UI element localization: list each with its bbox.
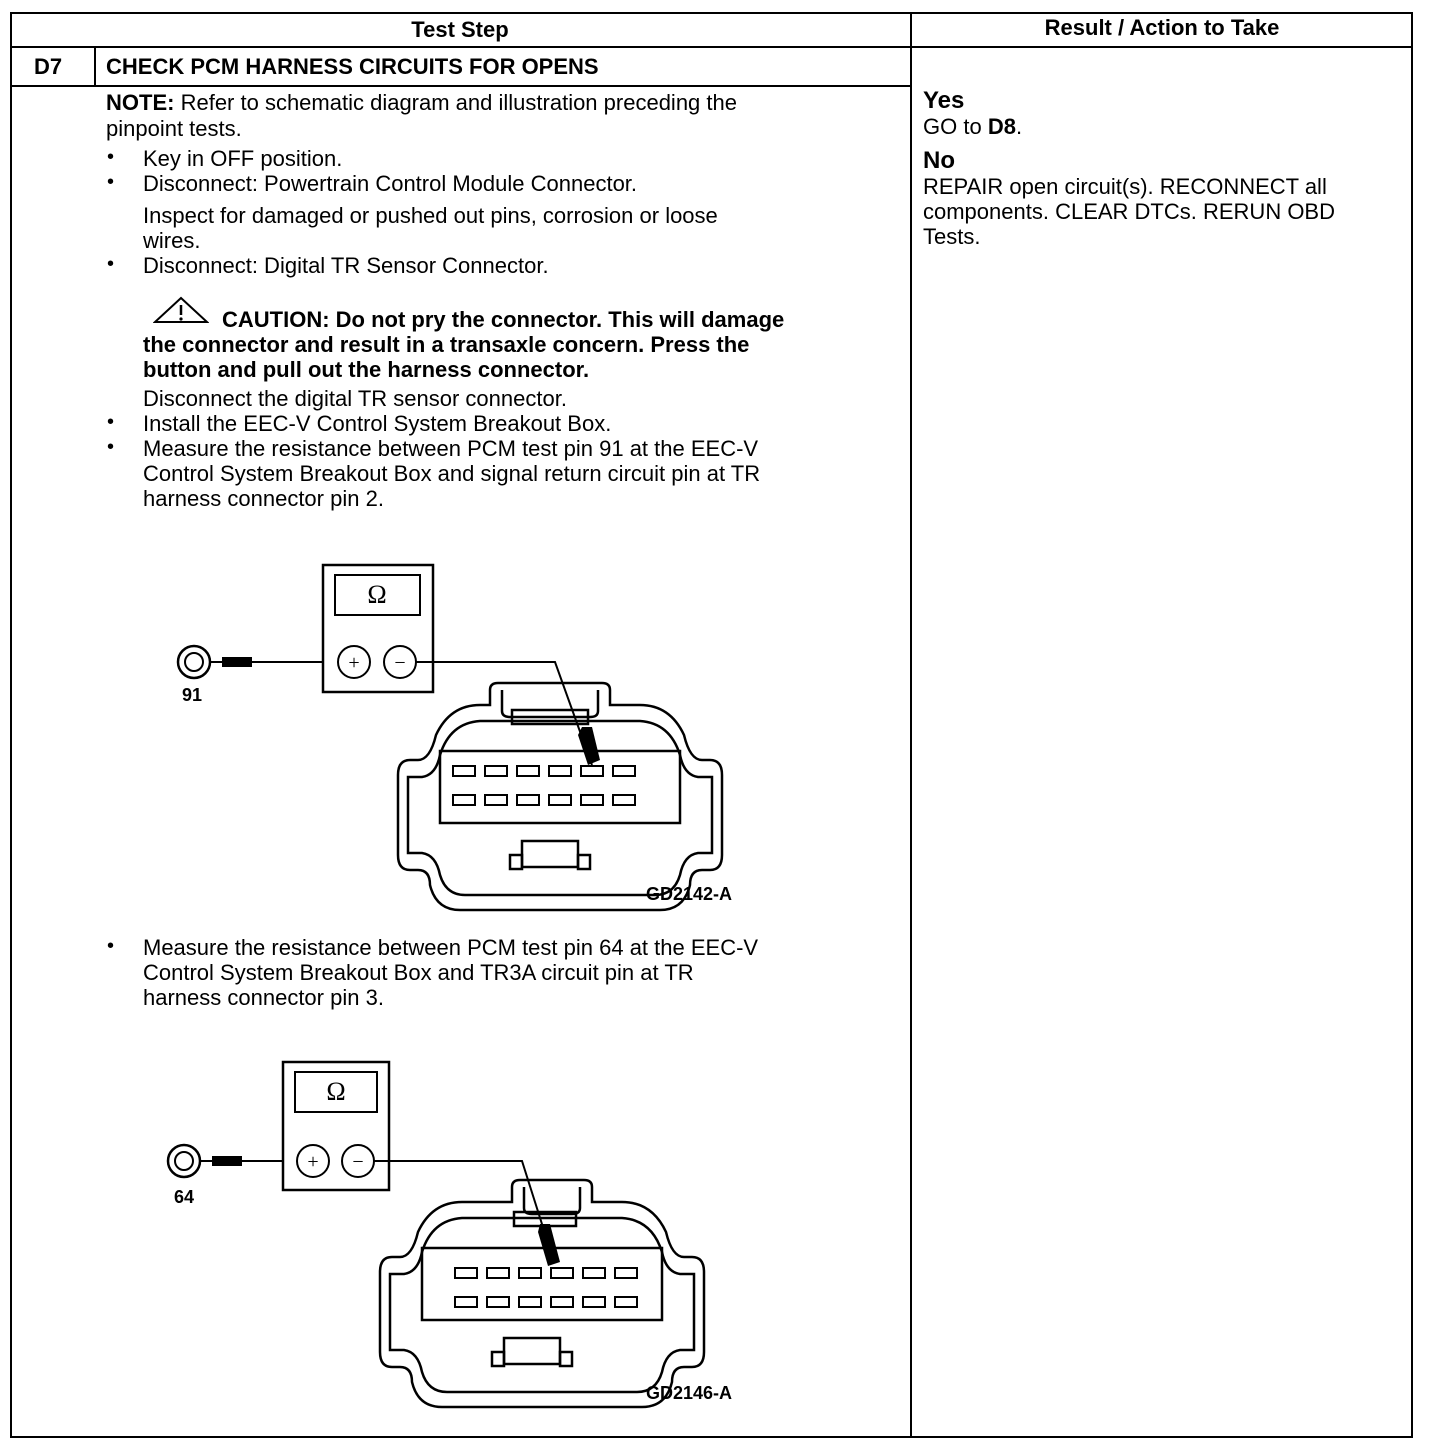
minus-symbol: −	[394, 652, 406, 674]
bullet-disconnect-pcm: Disconnect: Powertrain Control Module Connector.	[143, 171, 638, 196]
disconnect-sensor-line: Disconnect the digital TR sensor connector.	[143, 386, 567, 411]
plus-symbol: +	[307, 1151, 319, 1173]
bullet-dot: •	[107, 253, 115, 275]
probe-tip	[578, 727, 600, 765]
result-no-action-line-3: Tests.	[923, 224, 981, 249]
step-row-divider	[10, 85, 911, 87]
pin-number-label: 91	[182, 685, 203, 705]
figure-code-label: GD2146-A	[646, 1383, 733, 1403]
yes-action-prefix: GO to	[923, 114, 982, 139]
note-text-1: Refer to schematic diagram and illustration preceding the	[180, 90, 737, 115]
result-yes-action	[923, 114, 1022, 139]
header-test-step: Test Step	[411, 17, 509, 42]
bullet-dot: •	[107, 171, 115, 193]
bullet-dot: •	[107, 411, 115, 433]
figure-ohmmeter-pin-91	[160, 555, 760, 915]
note-line-1	[106, 90, 737, 115]
step-id-divider	[94, 46, 96, 86]
bullet-disconnect-tr: Disconnect: Digital TR Sensor Connector.	[143, 253, 549, 278]
tr-harness-connector	[398, 683, 722, 910]
plus-symbol: +	[348, 652, 360, 674]
bullet-measure-64-line-1: Measure the resistance between PCM test pin 64 at the EEC-V	[143, 935, 759, 960]
figure-ohmmeter-pin-64	[150, 1052, 750, 1412]
caution-line-2: the connector and result in a transaxle concern. Press the	[143, 332, 750, 357]
ohm-symbol: Ω	[326, 1077, 346, 1106]
test-pin-terminal	[178, 646, 210, 678]
bullet-key-off: Key in OFF position.	[143, 146, 343, 171]
tr-harness-connector	[380, 1180, 704, 1407]
figure-code-label: GD2142-A	[646, 884, 733, 904]
pin-number-label: 64	[174, 1187, 195, 1207]
result-yes-label: Yes	[923, 87, 965, 114]
test-pin-terminal-inner	[175, 1152, 193, 1170]
result-no-action-line-1: REPAIR open circuit(s). RECONNECT all	[923, 174, 1327, 199]
column-divider	[910, 12, 912, 1438]
result-no-label: No	[923, 147, 955, 174]
test-pin-terminal-inner	[185, 653, 203, 671]
ohm-symbol: Ω	[367, 580, 387, 609]
inspect-line-2: wires.	[143, 228, 201, 253]
yes-action-suffix: .	[1015, 114, 1023, 139]
bullet-dot: •	[107, 935, 115, 957]
bullet-measure-91-line-3: harness connector pin 2.	[143, 486, 384, 511]
bullet-measure-91-line-2: Control System Breakout Box and signal return circuit pin at TR	[143, 461, 761, 486]
bullet-measure-91-line-1: Measure the resistance between PCM test pin 91 at the EEC-V	[143, 436, 759, 461]
warning-triangle-icon	[153, 296, 209, 324]
bullet-measure-64-line-3: harness connector pin 3.	[143, 985, 384, 1010]
minus-symbol: −	[352, 1151, 364, 1173]
header-divider	[10, 46, 1413, 48]
note-label: NOTE:	[106, 90, 175, 115]
bullet-dot: •	[107, 146, 115, 168]
note-line-2: pinpoint tests.	[106, 116, 242, 141]
connector-pins	[455, 1268, 637, 1307]
caution-line-3: button and pull out the harness connector.	[143, 357, 590, 382]
bullet-measure-64-line-2: Control System Breakout Box and TR3A circuit pin at TR	[143, 960, 694, 985]
caution-line-1: CAUTION: Do not pry the connector. This will damage	[222, 307, 785, 332]
bullet-install-breakout: Install the EEC-V Control System Breakout Box.	[143, 411, 612, 436]
inspect-line-1: Inspect for damaged or pushed out pins, corrosion or loose	[143, 203, 718, 228]
connector-pins	[453, 766, 635, 805]
test-pin-terminal	[168, 1145, 200, 1177]
yes-action-target: D8	[987, 114, 1016, 139]
bullet-dot: •	[107, 436, 115, 458]
header-result-action: Result / Action to Take	[1044, 15, 1280, 40]
result-no-action-line-2: components. CLEAR DTCs. RERUN OBD	[923, 199, 1335, 224]
step-title: CHECK PCM HARNESS CIRCUITS FOR OPENS	[106, 54, 599, 79]
probe-tip	[538, 1224, 560, 1266]
step-id: D7	[34, 54, 63, 79]
